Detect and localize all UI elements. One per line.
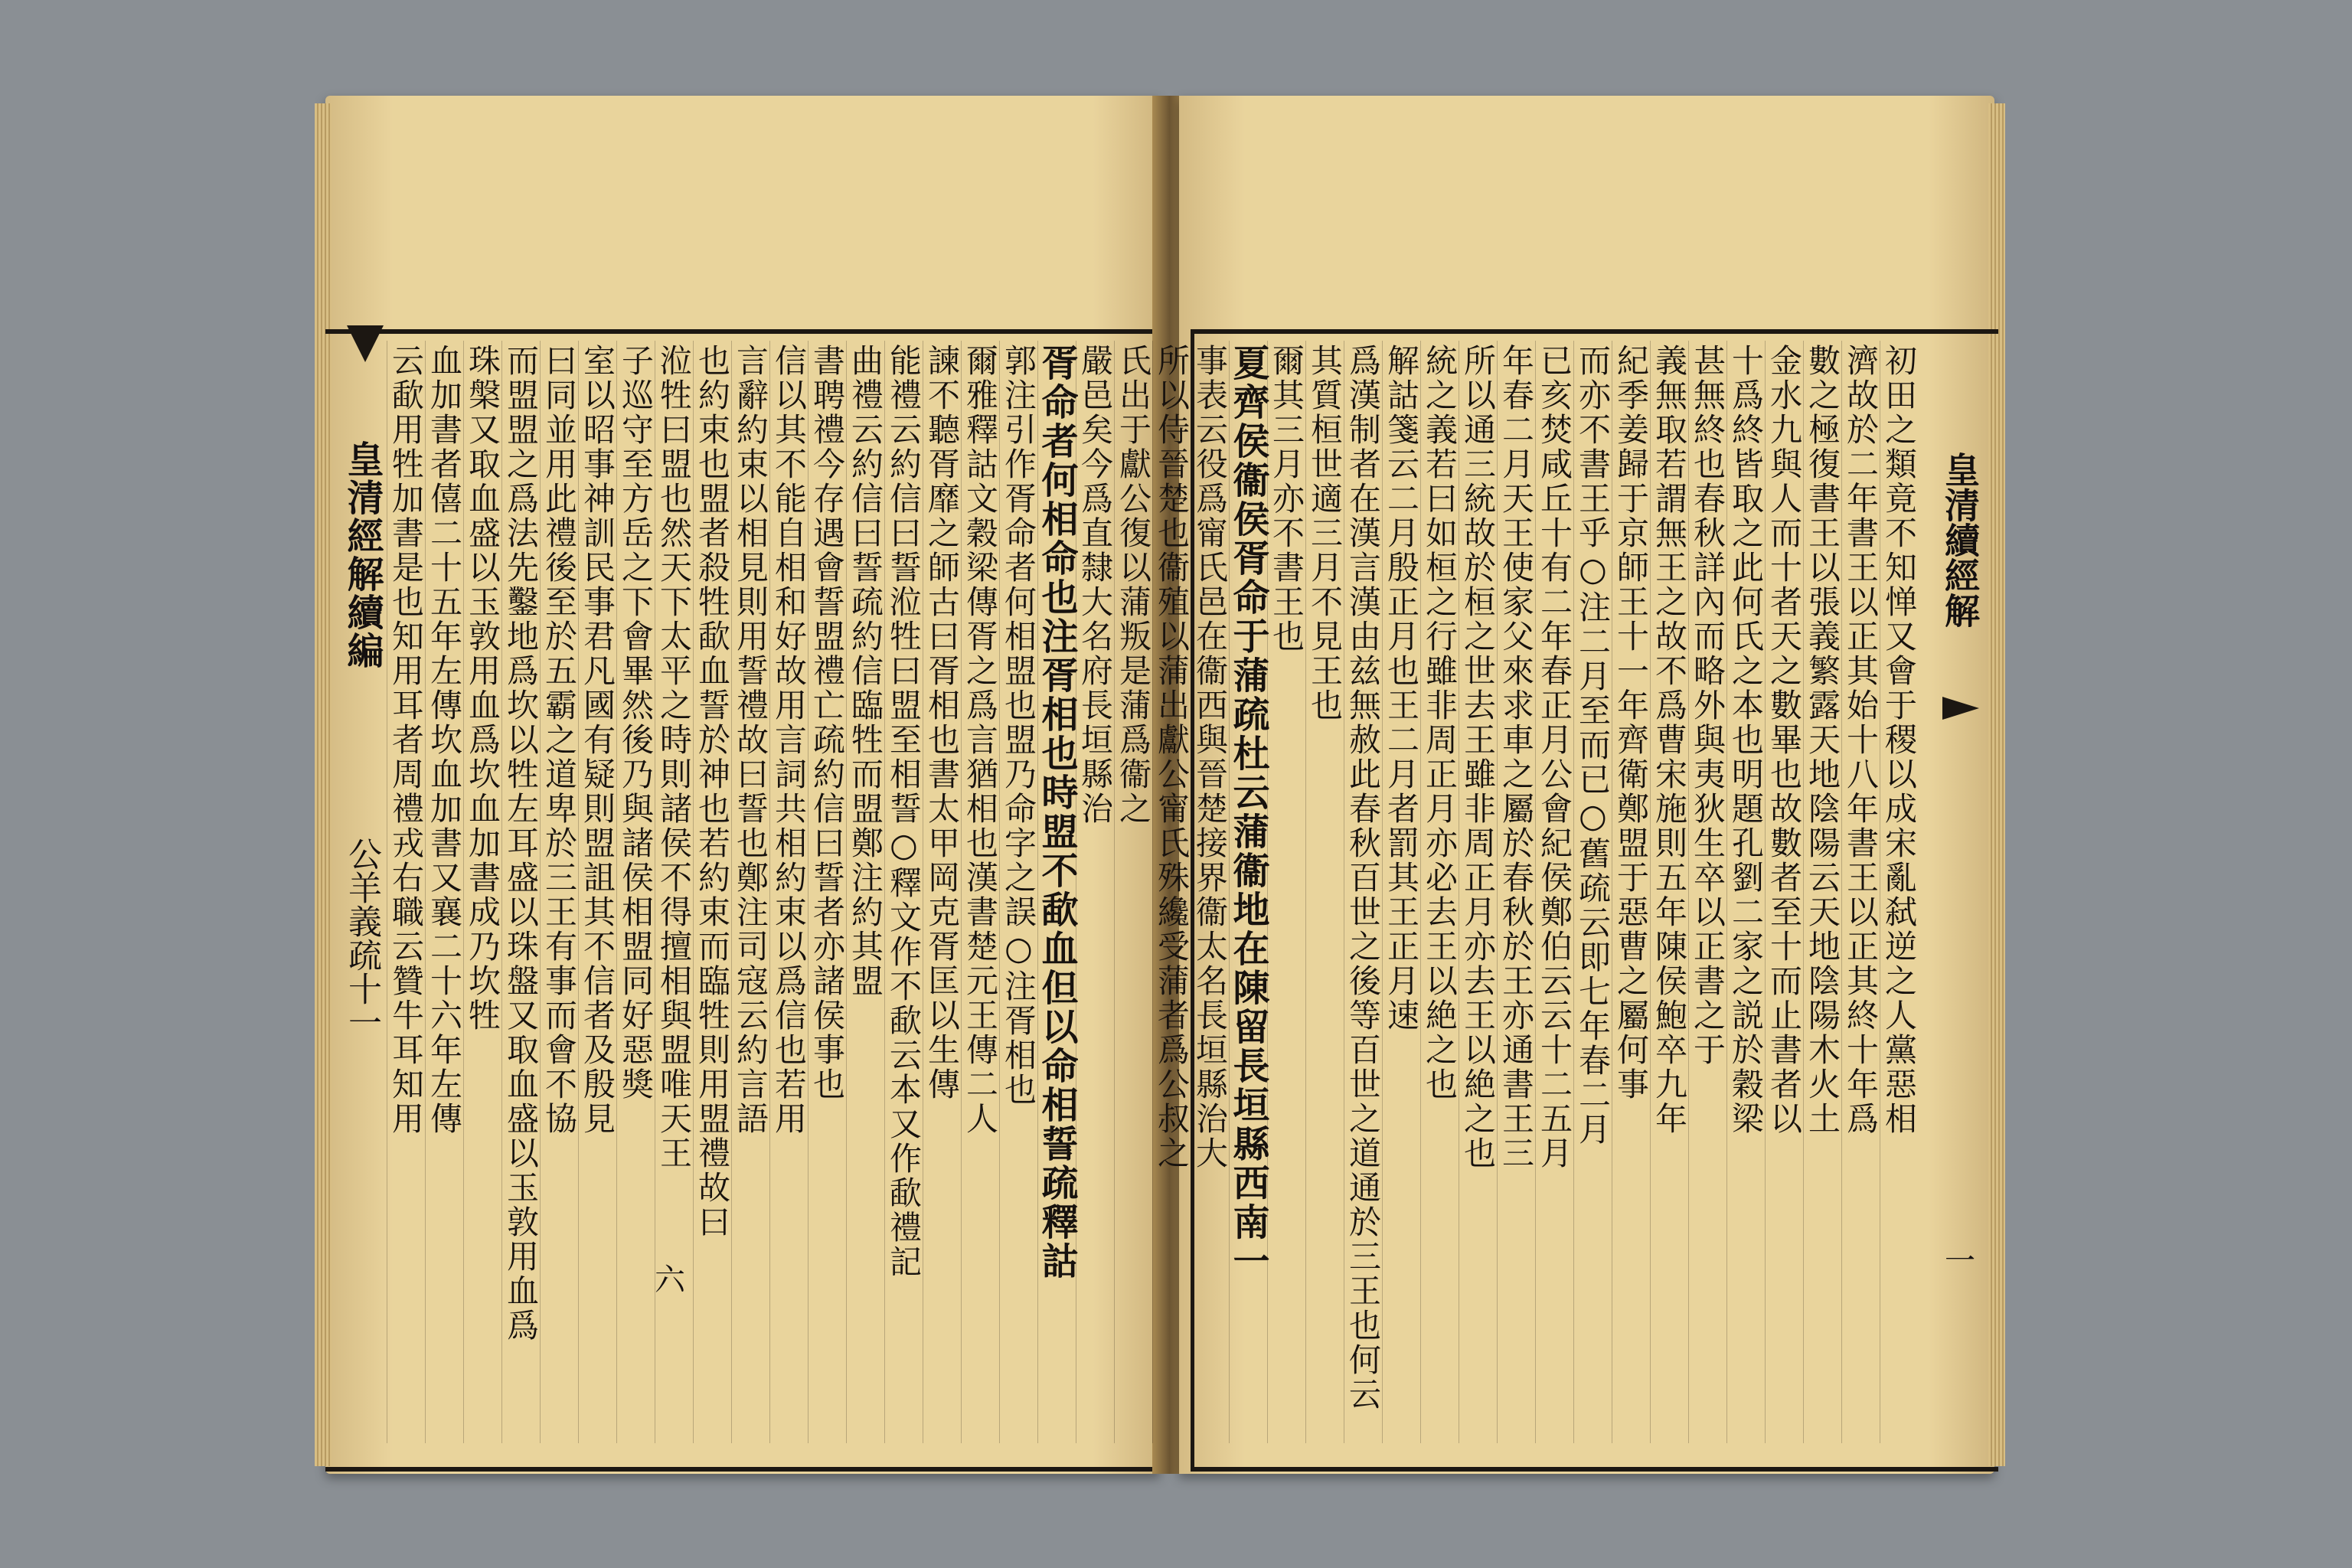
text-column: 珠槃又取血盛以玉敦用血爲坎血加書成乃坎牲 <box>463 341 501 1443</box>
text-column: 信以其不能自相和好故用言詞共相約束以爲信也若用 <box>769 341 808 1443</box>
text-column: 爲漢制者在漢言漢由兹無赦此春秋百世之後等百世之道通於三王也何云 <box>1344 341 1382 1443</box>
text-column: 所以侍晉楚也衞殖以蒲出獻公甯氏殊纔受蒲者爲公叔之 <box>1152 341 1191 1443</box>
text-column: 濟故於二年書王以正其始十八年書王以正其終十年爲 <box>1841 341 1880 1443</box>
text-column: 言辭約束以相見則用誓禮故曰誓也鄭注司寇云約言語 <box>731 341 769 1443</box>
text-column: 十爲終皆取之此何氏之本也明題孔劉二家之説於穀梁 <box>1726 341 1765 1443</box>
text-column: 甚無終也春秋詳內而略外與夷狄生卒以正書之于 <box>1688 341 1726 1443</box>
text-column: 初田之類竟不知惮又會于稷以成宋亂弑逆之人黨惡相 <box>1880 341 1918 1443</box>
text-column: 數之極復書王以張義繁露天地陰陽云天地陰陽木火土 <box>1803 341 1841 1443</box>
text-column: 而亦不書王乎○注二月至而已○舊疏云即七年春二月 <box>1573 341 1612 1443</box>
text-column: 曰同並用此禮後至於五霸之道卑於三王有事而會不協 <box>540 341 578 1443</box>
text-column: 而盟盟之爲法先鑿地爲坎以牲左耳盛以珠盤又取血盛以玉敦用血爲 <box>501 341 540 1443</box>
text-column: 事表云役爲甯氏邑在衞西與晉楚接界衞太名長垣縣治大 <box>1191 341 1229 1443</box>
text-column: 諫不聽胥靡之師古曰胥相也書太甲岡克胥匡以生傳 <box>923 341 961 1443</box>
text-column: 爾其三月亦不書王也 <box>1267 341 1305 1443</box>
text-column: 郭注引作胥命者何相盟也盟乃命字之誤○注胥相也 <box>999 341 1037 1443</box>
text-column: 其質桓世適三月不見王也 <box>1305 341 1344 1443</box>
text-column: 室以昭事神訓民事君凡國有疑則盟詛其不信者及殷見 <box>578 341 616 1443</box>
text-column: 金水九與人而十者天之數畢也故數者至十而止書者以 <box>1765 341 1803 1443</box>
open-book <box>325 96 1994 1474</box>
text-column: 能禮云約信曰誓涖牲曰盟至相誓○釋文作不歃云本又作歃禮記 <box>884 341 923 1443</box>
text-column: 也約束也盟者殺牲歃血誓於神也若約束而臨牲則用盟禮故曰 <box>693 341 731 1443</box>
text-column-heading: 夏齊侯衞侯胥命于蒲疏杜云蒲衞地在陳留長垣縣西南一 <box>1229 341 1267 1443</box>
text-column: 嚴邑矣今爲直隸大名府長垣縣治 <box>1076 341 1114 1443</box>
text-column: 氏出于獻公復以蒲叛是蒲爲衞之 <box>1114 341 1152 1443</box>
text-column: 書聘禮今存遇會誓盟禮亡疏約信曰誓者亦諸侯事也 <box>808 341 846 1443</box>
text-column: 云歃用牲加書是也知用耳者周禮戎右職云贊牛耳知用 <box>387 341 425 1443</box>
text-column: 已亥焚咸丘十有二年春正月公會紀侯鄭伯云云十二五月 <box>1535 341 1573 1443</box>
right-banxin-title: 皇清續經解 <box>1939 452 1981 628</box>
left-banxin-subtitle: 公羊義疏十一 <box>342 837 381 1039</box>
left-text-block <box>387 341 1152 1451</box>
right-text-block <box>1153 341 1918 1451</box>
text-column: 年春二月天王使家父來求車之屬於春秋於王亦通書王三 <box>1497 341 1535 1443</box>
text-column: 統之義若曰如桓之行雖非周正月亦必去王以絶之也 <box>1420 341 1459 1443</box>
left-banxin-title: 皇清經解續編 <box>341 440 384 670</box>
text-column: 解詁箋云二月殷正月也王二月者罰其王正月速 <box>1382 341 1420 1443</box>
right-folio-number: 一 <box>1945 1243 1975 1279</box>
text-column-heading: 胥命者何相命也注胥相也時盟不歃血但以命相誓疏釋詁 <box>1037 341 1076 1443</box>
text-column: 子巡守至方岳之下會畢然後乃與諸侯相盟同好惡獎 <box>616 341 655 1443</box>
text-column: 曲禮云約信曰誓疏約信臨牲而盟鄭注約其盟 <box>846 341 884 1443</box>
text-column: 爾雅釋詁文穀梁傳胥之爲言猶相也漢書楚元王傳二人 <box>961 341 999 1443</box>
left-folio-number: 六 <box>655 1263 685 1298</box>
text-column: 涖牲曰盟也然天下太平之時則諸侯不得擅相與盟唯天王 <box>655 341 693 1443</box>
text-column: 血加書者僖二十五年左傳坎血加書又襄二十六年左傳 <box>425 341 463 1443</box>
text-column: 紀季姜歸于京師王十一年齊衛鄭盟于惡曹之屬何事 <box>1612 341 1650 1443</box>
text-column: 所以通三統故於桓之世去王雖非周正月亦去王以絶之也 <box>1459 341 1497 1443</box>
text-column: 義無取若謂無王之故不爲曹宋施則五年陳侯鮑卒九年 <box>1650 341 1688 1443</box>
